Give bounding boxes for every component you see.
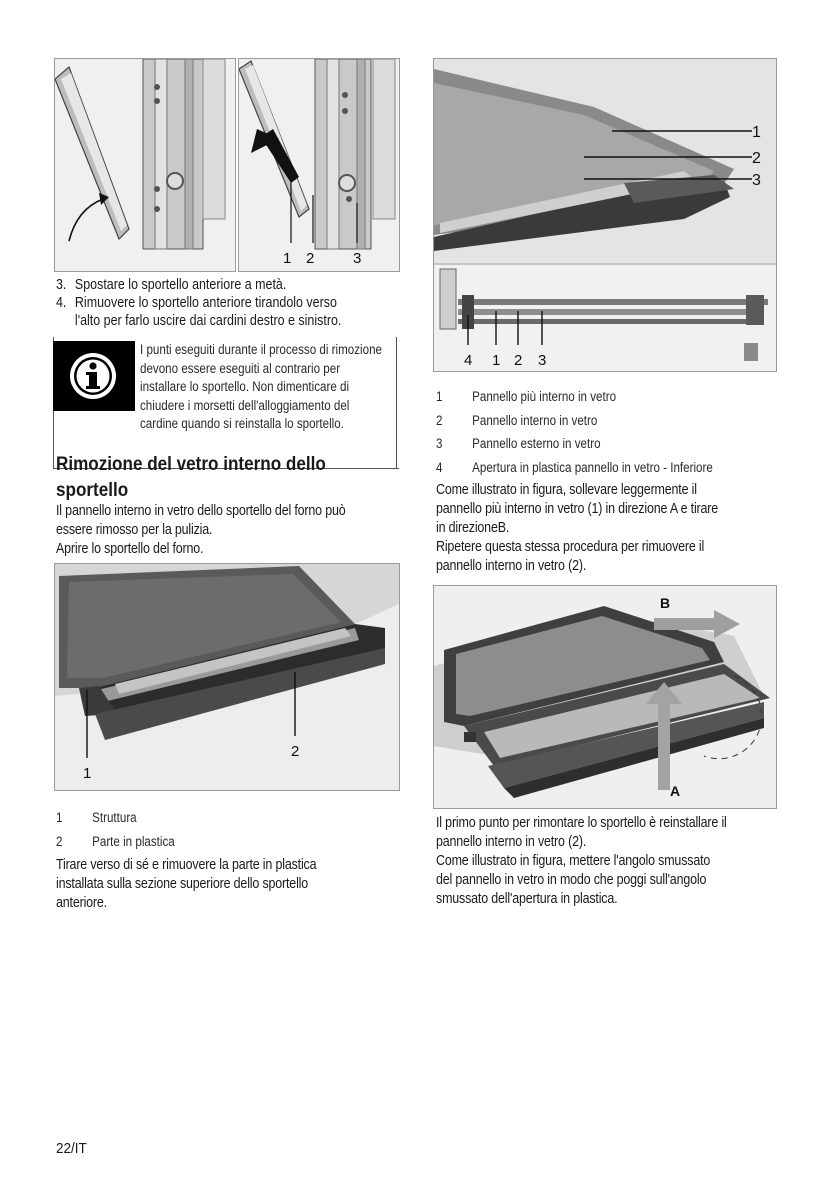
para-left <box>56 856 316 913</box>
door-figure <box>54 563 400 791</box>
glass-label-1: 1 <box>752 124 761 141</box>
legend-text: Pannello più interno in vetro <box>472 389 617 404</box>
step-number: 3. <box>56 277 67 293</box>
legend-text: Pannello interno in vetro <box>472 412 598 428</box>
hinge-label-3: 3 <box>353 250 362 267</box>
direction-label-b: B <box>660 595 671 611</box>
legend-num: 2 <box>436 412 443 428</box>
legend-text: Apertura in plastica pannello in vetro - Inferiore <box>472 459 713 475</box>
step-number: 4. <box>56 295 67 311</box>
note-line: I punti eseguiti durante il processo di rimozione <box>140 342 383 357</box>
para-line: smussato dell'apertura in plastica. <box>436 891 618 907</box>
glass-side-label-2: 2 <box>514 352 523 369</box>
glass-panels-figure <box>433 58 777 372</box>
para-line: Come illustrato in figura, sollevare leggermente il <box>436 482 697 498</box>
para-line: in direzioneB. <box>436 520 510 536</box>
legend-num: 1 <box>436 389 443 404</box>
hinge-label-2: 2 <box>306 250 315 267</box>
para-line: Il primo punto per rimontare lo sportello è reinstallare il <box>436 815 727 831</box>
glass-label-3: 3 <box>752 172 761 189</box>
lift-figure <box>433 585 777 809</box>
section-title-line: Rimozione del vetro interno dello <box>56 454 326 475</box>
glass-side-label-4: 4 <box>464 352 473 369</box>
step-4 <box>56 294 341 330</box>
section-title <box>56 452 326 504</box>
para-line: pannello interno in vetro (2). <box>436 834 587 850</box>
para-line: pannello interno in vetro (2). <box>436 558 587 574</box>
glass-side-label-1: 1 <box>492 352 501 369</box>
glass-label-2: 2 <box>752 150 761 167</box>
section-title-line: sportello <box>56 480 129 501</box>
step-text-cont: l'alto per farlo uscire dai cardini destro e sinistro. <box>74 313 342 329</box>
legend-item <box>436 456 713 480</box>
step-text: Spostare lo sportello anteriore a metà. <box>74 277 287 293</box>
para-line: Come illustrato in figura, mettere l'angolo smussato <box>436 853 711 869</box>
para-line: Ripetere questa stessa procedura per rimuovere il <box>436 539 705 555</box>
para-line: Tirare verso di sé e rimuovere la parte in plastica <box>56 857 317 873</box>
intro-line: essere rimosso per la pulizia. <box>56 522 213 538</box>
para-right-1 <box>436 481 718 576</box>
note-text <box>140 341 382 434</box>
legend-num: 2 <box>56 833 63 849</box>
legend-item <box>56 806 175 830</box>
section-intro <box>56 502 346 559</box>
door-label-2: 2 <box>291 743 300 760</box>
para-line: anteriore. <box>56 895 107 911</box>
legend-item <box>436 432 713 456</box>
note-line: cardine quando si reinstalla lo sportello. <box>140 416 344 431</box>
hinge-figure-left <box>54 58 236 272</box>
page-number: 22/IT <box>56 1140 87 1157</box>
door-label-1: 1 <box>83 765 92 782</box>
glass-side-label-3: 3 <box>538 352 547 369</box>
note-line: installare lo sportello. Non dimenticare di <box>140 379 350 394</box>
hinge-label-1: 1 <box>283 250 292 267</box>
legend-num: 4 <box>436 459 443 475</box>
info-note <box>53 337 399 469</box>
info-icon <box>53 341 135 411</box>
legend-text: Struttura <box>92 810 137 825</box>
note-line: chiudere i morsetti dell'alloggiamento del <box>140 397 350 413</box>
legend-item <box>56 830 175 854</box>
legend-num: 1 <box>56 810 63 825</box>
direction-label-a: A <box>670 783 681 799</box>
para-right-2 <box>436 814 727 909</box>
legend-num: 3 <box>436 436 443 451</box>
legend-item <box>436 409 713 433</box>
intro-line: Il pannello interno in vetro dello sportello del forno può <box>56 503 346 519</box>
step-3 <box>56 276 286 294</box>
legend-item <box>436 385 713 409</box>
legend-text: Pannello esterno in vetro <box>472 436 601 451</box>
legend-right <box>436 385 713 479</box>
para-line: pannello più interno in vetro (1) in direzione A e tirare <box>436 501 719 517</box>
step-text: Rimuovere lo sportello anteriore tirandolo verso <box>74 295 337 311</box>
legend-text: Parte in plastica <box>92 833 175 849</box>
para-line: del pannello in vetro in modo che poggi sull'angolo <box>436 872 707 888</box>
intro-line: Aprire lo sportello del forno. <box>56 541 204 557</box>
hinge-figure-right <box>238 58 400 272</box>
note-line: devono essere eseguiti al contrario per <box>140 360 341 376</box>
legend-left <box>56 806 175 853</box>
para-line: installata sulla sezione superiore dello sportello <box>56 876 309 892</box>
